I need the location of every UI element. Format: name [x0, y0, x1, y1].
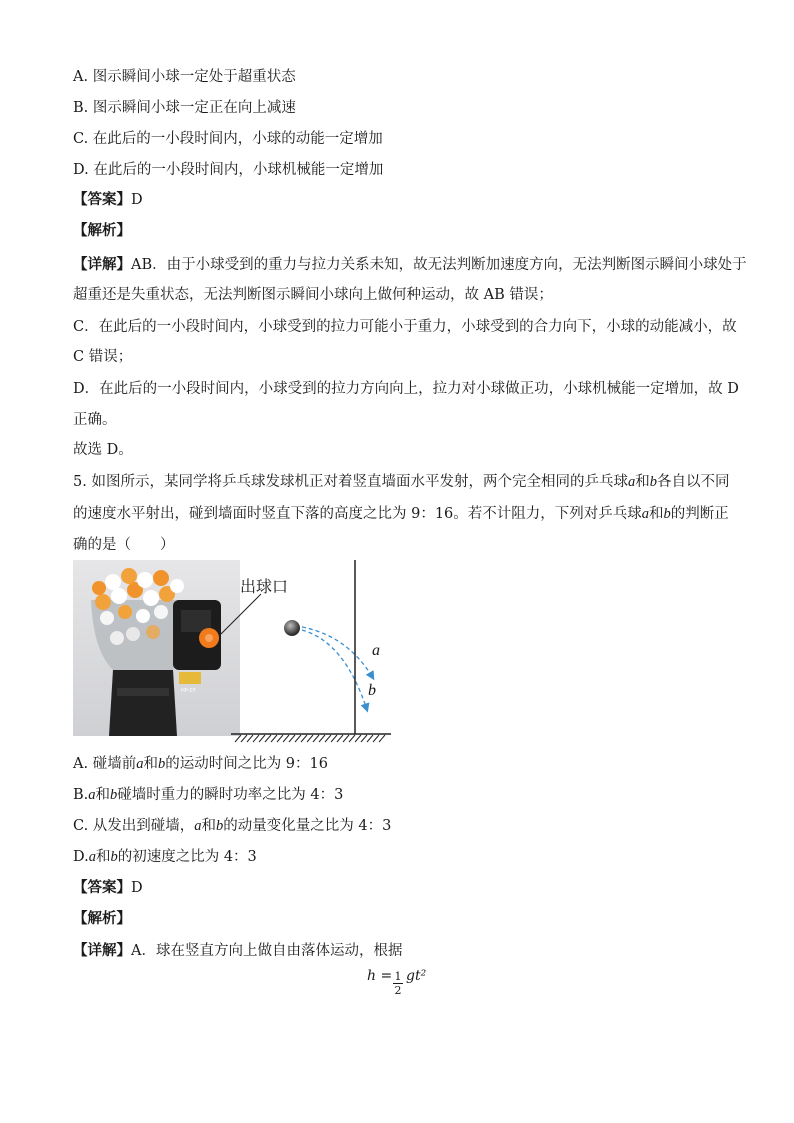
- opt-text: B.: [73, 787, 89, 803]
- opt-text: 的动量变化量之比为 4：3: [223, 818, 392, 834]
- formula-rhs: gt²: [406, 968, 427, 984]
- q5-option-d: [73, 847, 257, 867]
- q5-answer: [73, 878, 143, 898]
- opt-text: 的初速度之比为 4：3: [117, 849, 257, 865]
- q4-option-b: B. 图示瞬间小球一定正在向上减速: [73, 100, 296, 116]
- q4-detail-6: 正确。: [73, 412, 117, 428]
- outlet-label: 出球口: [240, 577, 289, 596]
- q5-stem-1: [73, 472, 729, 492]
- opt-text: D.: [73, 849, 89, 865]
- q5-detail-1: [73, 941, 402, 961]
- q4-conclusion: 故选 D。: [73, 442, 133, 458]
- formula-numerator: 1: [394, 970, 402, 983]
- conj: 和: [649, 506, 664, 522]
- q4-option-a: A. 图示瞬间小球一定处于超重状态: [73, 69, 296, 85]
- var-a: a: [641, 506, 650, 522]
- var-b: b: [110, 849, 118, 865]
- var-b: b: [157, 756, 166, 772]
- ground-hatch: [235, 735, 385, 742]
- opt-text: 碰墙时重力的瞬时功率之比为 4：3: [117, 787, 344, 803]
- answer-tag: 【答案】: [73, 879, 131, 896]
- answer-value: D: [131, 880, 143, 896]
- q4-detail-1: [73, 255, 747, 275]
- q4-detail-4: C 错误；: [73, 349, 133, 365]
- q5-option-b: [73, 785, 343, 805]
- answer-tag: 【答案】: [73, 191, 131, 208]
- detail-tag: 【详解】: [73, 942, 131, 959]
- q5-analysis-tag: 【解析】: [73, 910, 131, 927]
- trajectory-diagram: [73, 558, 393, 748]
- q5-stem-3: 确的是（ ）: [73, 537, 175, 553]
- conj: 和: [635, 474, 650, 490]
- var-b: b: [110, 787, 118, 803]
- formula-fraction: [393, 971, 403, 997]
- opt-text: 的运动时间之比为 9：16: [165, 756, 328, 772]
- ball-icon: [284, 620, 300, 636]
- formula-denominator: 2: [394, 984, 402, 997]
- q4-analysis-tag: 【解析】: [73, 222, 131, 239]
- q4-detail-5: D．在此后的一小段时间内，小球受到的拉力方向向上，拉力对小球做正功，小球机械能一定增加，故 D: [73, 381, 739, 397]
- conj: 和: [95, 849, 111, 865]
- trajectory-b: [302, 630, 367, 710]
- machine-model: HP-07: [181, 688, 196, 694]
- stem-text: 5. 如图所示，某同学将乒乓球发球机正对着竖直墙面水平发射，两个完全相同的乒乓球: [73, 474, 628, 490]
- ping-pong-figure: [73, 558, 393, 748]
- var-b: b: [649, 474, 657, 490]
- var-a: a: [627, 474, 636, 490]
- opt-text: A. 碰墙前: [73, 756, 137, 772]
- leader-line: [221, 594, 261, 634]
- conj: 和: [95, 787, 111, 803]
- var-b: b: [663, 506, 671, 522]
- var-a: a: [88, 787, 96, 803]
- label-a: a: [372, 642, 380, 659]
- q4-answer: [73, 190, 143, 210]
- var-a: a: [136, 756, 144, 772]
- conj: 和: [143, 756, 158, 772]
- detail-text: A．球在竖直方向上做自由落体运动，根据: [131, 943, 403, 959]
- label-b: b: [368, 682, 376, 699]
- conj: 和: [201, 818, 217, 834]
- detail-text: AB．由于小球受到的重力与拉力关系未知，故无法判断加速度方向，无法判断图示瞬间小球处于: [131, 257, 747, 273]
- formula-lhs: h =: [367, 968, 393, 984]
- q4-detail-3: C．在此后的一小段时间内，小球受到的拉力可能小于重力，小球受到的合力向下，小球的动能减小，故: [73, 319, 737, 335]
- detail-tag: 【详解】: [73, 256, 131, 273]
- var-a: a: [194, 818, 202, 834]
- var-a: a: [88, 849, 96, 865]
- answer-value: D: [131, 192, 143, 208]
- q5-option-a: [73, 754, 328, 774]
- stem-text: 各自以不同: [656, 474, 730, 490]
- opt-text: C. 从发出到碰墙，: [73, 818, 195, 834]
- stem-text: 的判断正: [670, 506, 729, 522]
- q5-option-c: [73, 816, 391, 836]
- q5-stem-2: [73, 504, 729, 524]
- q4-option-d: D. 在此后的一小段时间内，小球机械能一定增加: [73, 162, 384, 178]
- q4-detail-2: 超重还是失重状态，无法判断图示瞬间小球向上做何种运动，故 AB 错误；: [73, 287, 553, 303]
- var-b: b: [216, 818, 224, 834]
- q4-option-c: C. 在此后的一小段时间内，小球的动能一定增加: [73, 131, 383, 147]
- stem-text: 的速度水平射出，碰到墙面时竖直下落的高度之比为 9：16。若不计阻力，下列对乒乓球: [73, 506, 642, 522]
